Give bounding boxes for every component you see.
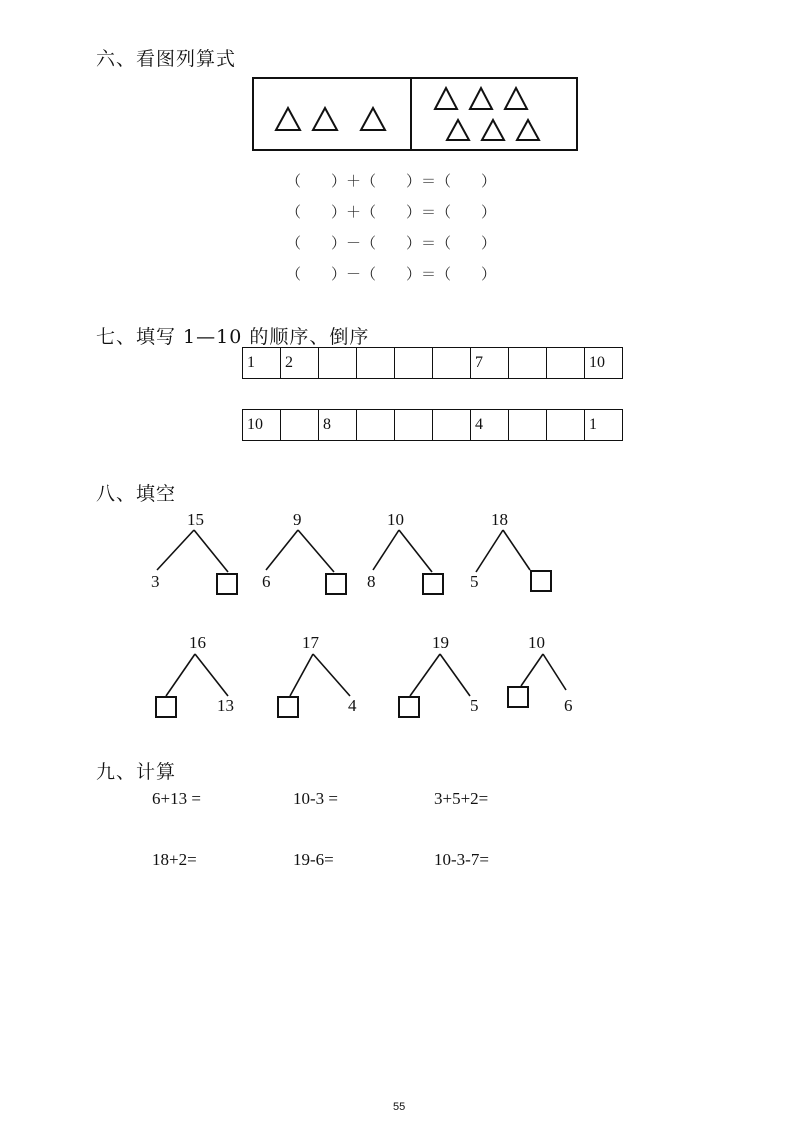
- triangle-icon: [435, 88, 457, 109]
- tree-leaf-number: 4: [348, 696, 357, 715]
- triangle-icon: [470, 88, 492, 109]
- sequence-row-forward: [242, 347, 623, 379]
- sequence-cell[interactable]: [395, 410, 433, 440]
- tree-top-number: 15: [187, 510, 204, 529]
- answer-box[interactable]: [507, 686, 529, 708]
- sequence-cell[interactable]: [319, 348, 357, 378]
- calc-problem[interactable]: 6+13 =: [152, 789, 201, 808]
- triangle-icon: [517, 120, 539, 140]
- sequence-cell[interactable]: 7: [471, 348, 509, 378]
- sequence-cell[interactable]: [357, 348, 395, 378]
- sequence-cell[interactable]: 10: [585, 348, 623, 378]
- tree-leaf-number: 5: [470, 572, 479, 591]
- triangle-icon: [313, 108, 337, 130]
- sequence-cell[interactable]: [281, 410, 319, 440]
- section-9-title: 九、计算: [96, 761, 177, 783]
- answer-box[interactable]: [422, 573, 444, 595]
- triangle-icon: [361, 108, 385, 130]
- tree-leaf-number: 6: [564, 696, 573, 715]
- sequence-row-reverse: [242, 409, 623, 441]
- sequence-cell[interactable]: 8: [319, 410, 357, 440]
- section-8-title: 八、填空: [96, 483, 177, 505]
- sequence-cell[interactable]: 1: [585, 410, 623, 440]
- calc-problem[interactable]: 10-3-7=: [434, 850, 489, 869]
- sequence-cell[interactable]: [433, 410, 471, 440]
- triangle-icon: [276, 108, 300, 130]
- section-7-title: 七、填写 1—10 的顺序、倒序: [96, 326, 370, 348]
- answer-box[interactable]: [155, 696, 177, 718]
- equation-row-2[interactable]: （ ）＋（ ）＝（ ）: [286, 203, 497, 221]
- sequence-cell[interactable]: [357, 410, 395, 440]
- tree-leaf-number: 13: [217, 696, 234, 715]
- sequence-cell[interactable]: 1: [243, 348, 281, 378]
- answer-box[interactable]: [398, 696, 420, 718]
- calc-problem[interactable]: 3+5+2=: [434, 789, 489, 808]
- triangle-icon: [482, 120, 504, 140]
- equation-row-1[interactable]: （ ）＋（ ）＝（ ）: [286, 172, 497, 190]
- calc-problem[interactable]: 19-6=: [293, 850, 334, 869]
- triangle-icon: [447, 120, 469, 140]
- sequence-cell[interactable]: 4: [471, 410, 509, 440]
- tree-top-number: 18: [491, 510, 508, 529]
- tree-leaf-number: 6: [262, 572, 271, 591]
- sequence-cell[interactable]: [433, 348, 471, 378]
- section-6-title: 六、看图列算式: [96, 48, 237, 70]
- sequence-cell[interactable]: [509, 348, 547, 378]
- calc-problem[interactable]: 10-3 =: [293, 789, 338, 808]
- tree-top-number: 9: [293, 510, 302, 529]
- triangle-icons: [252, 77, 578, 151]
- sequence-cell[interactable]: [509, 410, 547, 440]
- answer-box[interactable]: [530, 570, 552, 592]
- sequence-cell[interactable]: [547, 348, 585, 378]
- sequence-cell[interactable]: 10: [243, 410, 281, 440]
- triangle-icon: [505, 88, 527, 109]
- tree-top-number: 17: [302, 633, 319, 652]
- tree-top-number: 10: [387, 510, 404, 529]
- tree-leaf-number: 8: [367, 572, 376, 591]
- answer-box[interactable]: [277, 696, 299, 718]
- answer-box[interactable]: [325, 573, 347, 595]
- calc-problem[interactable]: 18+2=: [152, 850, 197, 869]
- tree-top-number: 19: [432, 633, 449, 652]
- page-number: 55: [393, 1101, 406, 1113]
- sequence-cell[interactable]: [395, 348, 433, 378]
- equation-row-4[interactable]: （ ）－（ ）＝（ ）: [286, 265, 497, 283]
- equation-row-3[interactable]: （ ）－（ ）＝（ ）: [286, 234, 497, 252]
- tree-leaf-number: 3: [151, 572, 160, 591]
- sequence-cell[interactable]: [547, 410, 585, 440]
- tree-top-number: 16: [189, 633, 206, 652]
- answer-box[interactable]: [216, 573, 238, 595]
- tree-top-number: 10: [528, 633, 545, 652]
- tree-leaf-number: 5: [470, 696, 479, 715]
- sequence-cell[interactable]: 2: [281, 348, 319, 378]
